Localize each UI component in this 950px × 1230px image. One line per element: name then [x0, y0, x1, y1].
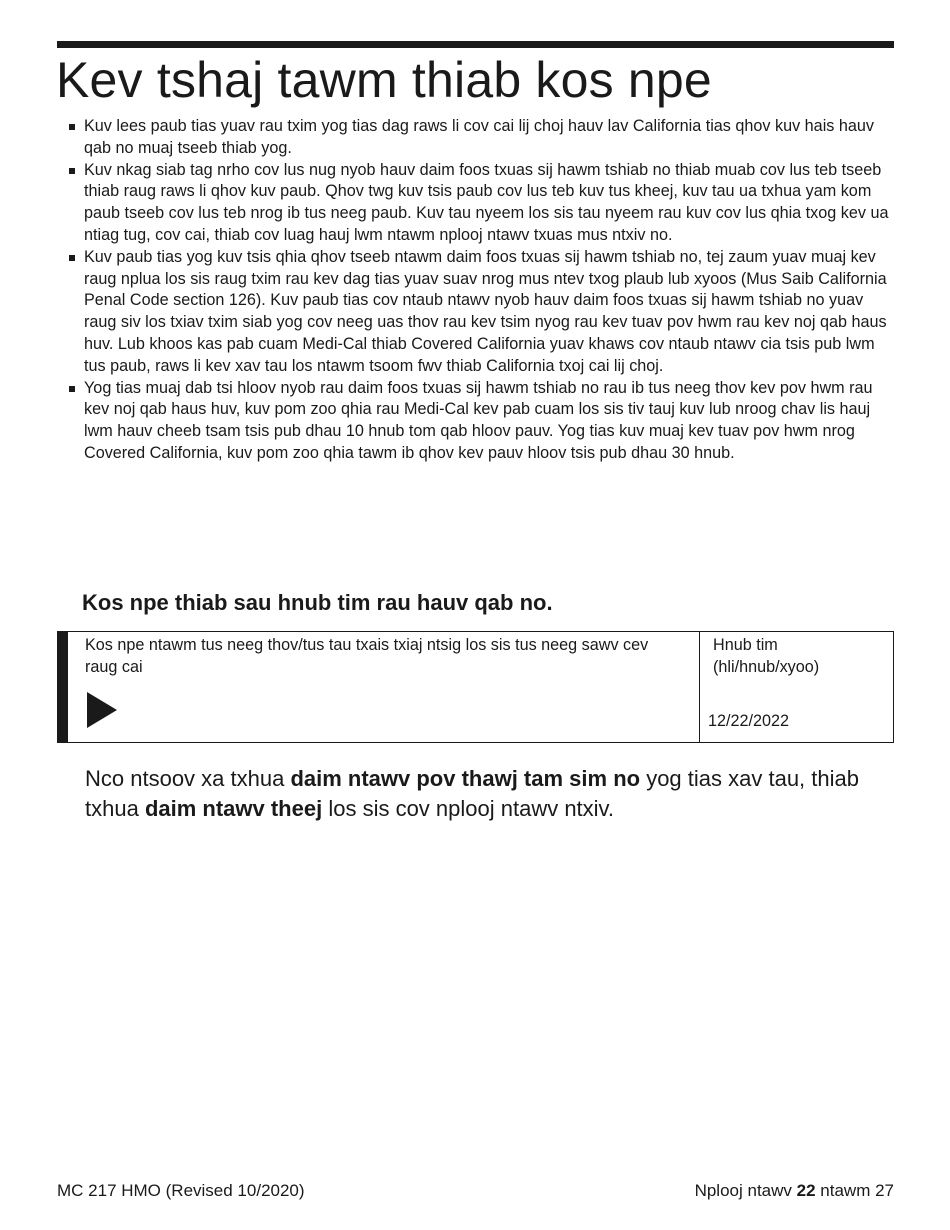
- date-label-line1: Hnub tim: [713, 636, 778, 654]
- declaration-item: Kuv paub tias yog kuv tsis qhia qhov tseeb ntawm daim foos txuas sij hawm tshiab no, tej zaum yuav muaj kev raug nplua los sis raug txim rau kev dag tias yuav suav nrog mus ntev txog plaub lub xyoos (Mus Saib California Penal Code section 126). Kuv paub tias cov ntaub ntawv nyob hauv daim foos txuas sij hawm tshiab no yuav raug siv los txiav txim siab yog cov neeg uas thov rau kev tsim nyog rau kev tuav pov hwm rau kev noj qab haus huv. Lub khoos kas pab cuam Medi-Cal thiab Covered California yuav khaws cov ntaub ntawv cia tsis pub lwm tus paub, raws li kev xav tau los ntawm tsoom fwv thiab California txoj cai lij choj.: [66, 247, 896, 378]
- declaration-item: Kuv lees paub tias yuav rau txim yog tias dag raws li cov cai lij choj hauv lav California tias qhov kuv hais hauv qab no muaj tseeb thiab yog.: [66, 116, 896, 160]
- note-bold: daim ntawv pov thawj tam sim no: [290, 766, 641, 791]
- sign-here-arrow-icon: [87, 692, 117, 728]
- reminder-note: [85, 764, 895, 824]
- form-id: MC 217 HMO (Revised 10/2020): [57, 1181, 305, 1200]
- date-value: 12/22/2022: [708, 712, 790, 730]
- signature-divider: [699, 632, 700, 742]
- note-bold: daim ntawv theej: [144, 796, 323, 821]
- note-text: yog tias xav tau, thiab txhua: [85, 766, 859, 821]
- declaration-list: [66, 116, 896, 465]
- top-rule: [57, 41, 894, 48]
- page-current: 22: [796, 1181, 816, 1200]
- note-text: Nco ntsoov xa txhua: [85, 766, 291, 791]
- date-label-line2: (hli/hnub/xyoo): [713, 657, 820, 676]
- page-title: Kev tshaj tawm thiab kos npe: [56, 52, 712, 108]
- note-text: los sis cov nplooj ntawv ntxiv.: [322, 796, 615, 821]
- page-number: [695, 1180, 894, 1202]
- signature-heading: Kos npe thiab sau hnub tim rau hauv qab no.: [82, 590, 553, 615]
- page-suffix: ntawm 27: [815, 1181, 894, 1200]
- signature-label: Kos npe ntawm tus neeg thov/tus tau txais txiaj ntsig los sis tus neeg sawv cev raug cai: [85, 636, 649, 676]
- declaration-item: Yog tias muaj dab tsi hloov nyob rau daim foos txuas sij hawm tshiab no rau ib tus neeg thov kev pov hwm rau kev noj qab haus huv, kuv pom zoo qhia rau Medi-Cal kev pab cuam los sis tiv tauj kuv lub nroog chav lis hauj lwm hauv cheeb tsam tsis pub dhau 10 hnub tom qab hloov pauv. Yog tias kuv muaj kev tuav pov hwm nrog Covered California, kuv pom zoo qhia tawm ib qhov kev pauv hloov tsis pub dhau 30 hnub.: [66, 378, 896, 465]
- page-prefix: Nplooj ntawv: [694, 1181, 797, 1200]
- date-label: [713, 635, 819, 679]
- signature-box: [57, 631, 894, 743]
- declaration-item: Kuv nkag siab tag nrho cov lus nug nyob hauv daim foos txuas sij hawm tshiab no thiab muab cov lus teb tseeb thiab raug raws li qhov kuv paub. Qhov twg kuv tsis paub cov lus teb kuv tus kheej, kuv tau ua txhua yam kom paub tseeb cov lus teb nrog ib tus neeg paub. Kuv tau nyeem los sis tau nyeem rau kuv cov lus qhia txog kev ua ntiag tug, cov cai, thiab cov luag hauj lwm ntawm nplooj ntawv txuas mus ntxiv no.: [66, 160, 896, 247]
